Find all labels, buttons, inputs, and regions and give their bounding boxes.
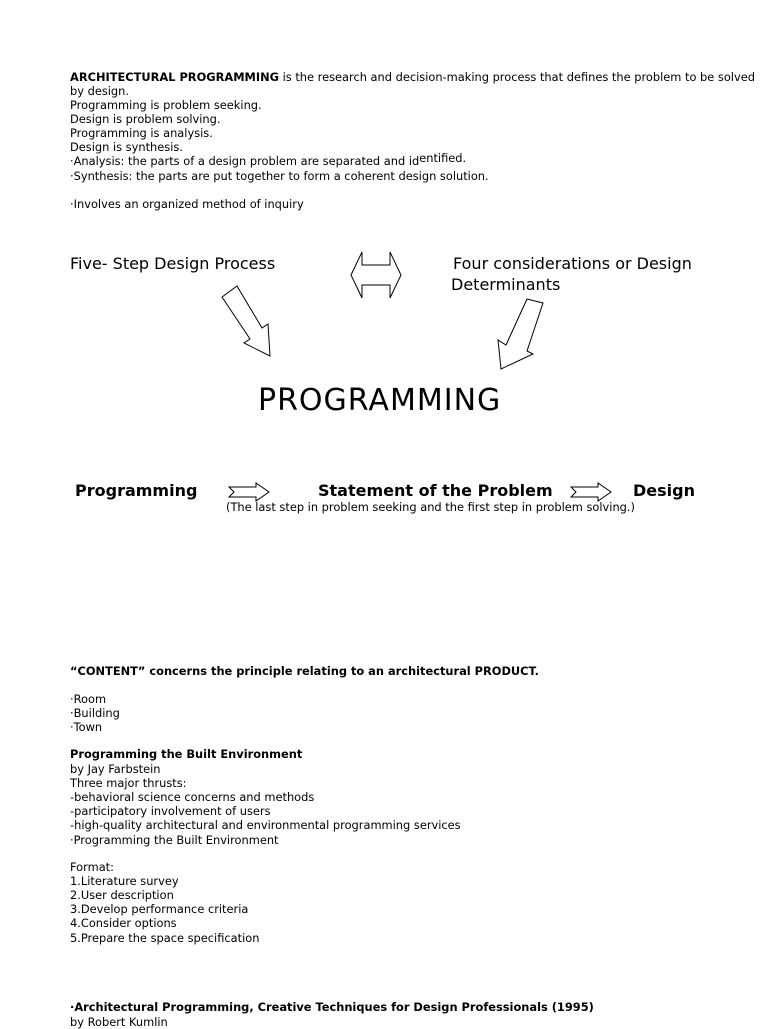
intro-line: Design is synthesis.: [70, 140, 183, 154]
thrust-item: ·Programming the Built Environment: [70, 833, 279, 847]
flow-step-design: Design: [633, 481, 695, 500]
right-arrow-icon: [570, 482, 612, 502]
programming-title: PROGRAMMING: [258, 383, 502, 418]
definition-line: [70, 70, 755, 84]
intro-line: Design is problem solving.: [70, 112, 221, 126]
analysis-text-raised: entified.: [419, 151, 467, 165]
format-item: 5.Prepare the space specification: [70, 931, 260, 945]
thrust-item: -participatory involvement of users: [70, 804, 271, 818]
content-item: ·Room: [70, 692, 107, 706]
built-title: Programming the Built Environment: [70, 747, 303, 761]
right-arrow-icon: [228, 482, 270, 502]
intro-line: Programming is analysis.: [70, 126, 213, 140]
kumlin-author: by Robert Kumlin: [70, 1015, 168, 1029]
content-item: ·Town: [70, 720, 103, 734]
double-arrow-icon: [350, 251, 402, 299]
synthesis-line: ·Synthesis: the parts are put together to form a coherent design solution.: [70, 169, 489, 183]
analysis-text: ·Analysis: the parts of a design problem are separated and id: [70, 154, 420, 168]
four-considerations-label: Four considerations or Design: [453, 254, 692, 273]
flow-step-programming: Programming: [75, 481, 198, 500]
built-intro: Three major thrusts:: [70, 776, 187, 790]
down-left-arrow-icon: [495, 297, 547, 371]
determinants-label: Determinants: [451, 275, 561, 294]
intro-line: Programming is problem seeking.: [70, 98, 262, 112]
format-item: 2.User description: [70, 888, 174, 902]
kumlin-title: ·Architectural Programming, Creative Techniques for Design Professionals (1995): [70, 1000, 594, 1014]
definition-continuation: by design.: [70, 84, 129, 98]
built-author: by Jay Farbstein: [70, 762, 161, 776]
analysis-line: [70, 151, 467, 168]
five-step-label: Five- Step Design Process: [70, 254, 276, 273]
definition-text: is the research and decision-making process that defines the problem to be solved: [279, 70, 755, 84]
down-right-arrow-icon: [220, 284, 276, 358]
flow-step-statement: Statement of the Problem: [318, 481, 553, 500]
thrust-item: -behavioral science concerns and methods: [70, 790, 315, 804]
definition-term: ARCHITECTURAL PROGRAMMING: [70, 70, 279, 84]
content-heading: “CONTENT” concerns the principle relating to an architectural PRODUCT.: [70, 664, 539, 678]
flow-note: (The last step in problem seeking and the first step in problem solving.): [226, 500, 635, 514]
inquiry-line: ·Involves an organized method of inquiry: [70, 197, 304, 211]
format-item: 1.Literature survey: [70, 874, 179, 888]
content-item: ·Building: [70, 706, 120, 720]
thrust-item: -high-quality architectural and environmental programming services: [70, 818, 461, 832]
format-label: Format:: [70, 860, 114, 874]
format-item: 4.Consider options: [70, 916, 177, 930]
format-item: 3.Develop performance criteria: [70, 902, 249, 916]
